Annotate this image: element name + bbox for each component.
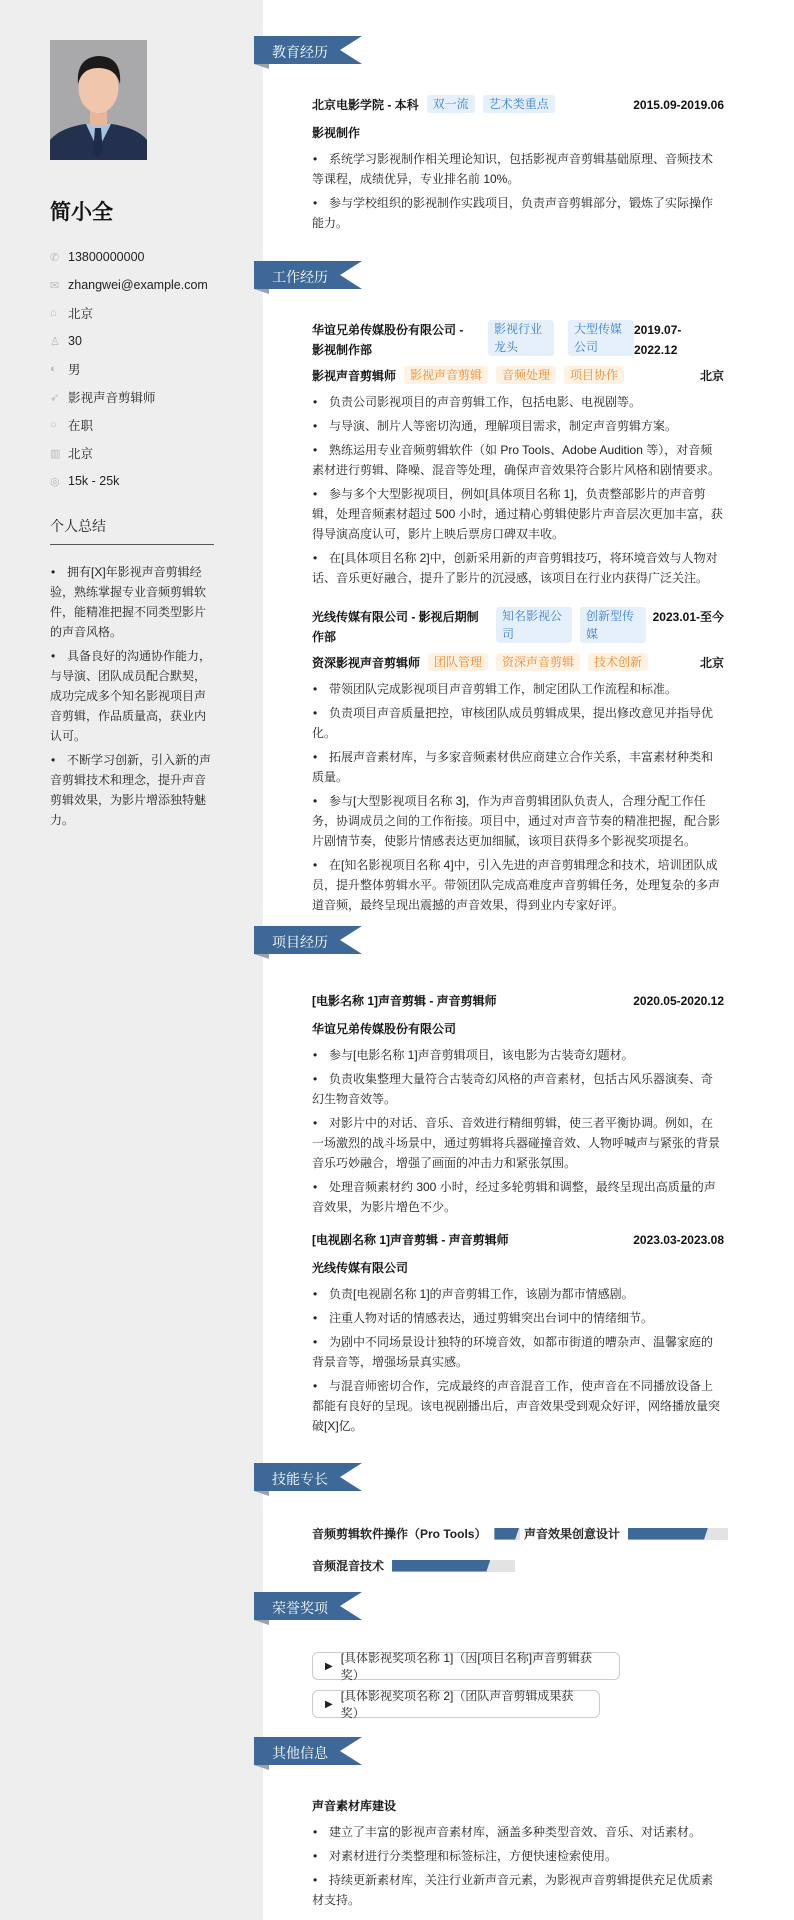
- work-city: 北京: [699, 369, 724, 383]
- contact-text: 北京: [68, 307, 94, 321]
- section-ribbon-skills: [254, 1463, 364, 1497]
- contact-target-city: [50, 439, 208, 467]
- project-bullet: • 对影片中的对话、音乐、音效进行精细剪辑，使三者平衡协调。例如，在一场激烈的战斗场景中，通过剪辑将兵器碰撞音效、人物呼喊声与紧张的背景音乐巧妙融合，增强了画面的冲击力和紧张氛围。: [312, 1113, 724, 1173]
- contact-text: 30: [68, 334, 82, 348]
- work-bullet: • 与导演、制片人等密切沟通，理解项目需求，制定声音剪辑方案。: [312, 416, 724, 436]
- company-name: 光线传媒有限公司 - 影视后期制作部: [312, 610, 479, 644]
- school-tag: 双一流: [427, 95, 475, 113]
- contact-position: [50, 383, 208, 411]
- contact-text: 影视声音剪辑师: [68, 391, 156, 405]
- award-text: [具体影视奖项名称 1]（因[项目名称]声音剪辑获奖）: [340, 1651, 593, 1682]
- award-text: [具体影视奖项名称 2]（团队声音剪辑成果获奖）: [340, 1689, 574, 1720]
- project-bullet: • 为剧中不同场景设计独特的环境音效，如都市街道的嘈杂声、温馨家庭的背景音等，增强场景真实感。: [312, 1332, 724, 1372]
- summary-list: [50, 562, 212, 834]
- work-bullet: • 在[具体项目名称 2]中，创新采用新的声音剪辑技巧，将环境音效与人物对话、音乐更好融合，提升了影片的沉浸感，该项目在行业内获得广泛关注。: [312, 548, 724, 588]
- status-icon: ○: [50, 419, 57, 431]
- summary-item: • 拥有[X]年影视声音剪辑经验，熟练掌握专业音频剪辑软件，能精准把握不同类型影片的声音风格。: [50, 562, 212, 642]
- skill-level-bar: [392, 1560, 515, 1572]
- company-tag: 大型传媒公司: [568, 320, 634, 356]
- skill-item: [524, 1525, 728, 1542]
- skill-tag: 项目协作: [564, 366, 624, 384]
- work-bullet: • 熟练运用专业音频剪辑软件（如 Pro Tools、Adobe Audition 等），对音频素材进行剪辑、降噪、混音等处理，确保声音效果符合影片风格和剧情要求。: [312, 440, 724, 480]
- profile-photo: [50, 40, 147, 160]
- work-bullet: • 在[知名影视项目名称 4]中，引入先进的声音剪辑理念和技术，培训团队成员，提升整体剪辑水平。带领团队完成高难度声音剪辑任务，处理复杂的多声道音频，最终呈现出震撼的声音效果，得到业内专家好评。: [312, 855, 724, 915]
- section-ribbon-awards: [254, 1592, 364, 1626]
- project-date: 2023.03-2023.08: [633, 1233, 724, 1247]
- contact-status: [50, 411, 208, 439]
- contact-phone: [50, 243, 208, 271]
- section-title: 教育经历: [272, 44, 328, 60]
- section-title: 工作经历: [272, 269, 328, 285]
- skill-name: 音频混音技术: [312, 1559, 385, 1573]
- section-ribbon-education: [254, 36, 364, 70]
- school-tag: 艺术类重点: [483, 95, 555, 113]
- other-bullet: • 持续更新素材库，关注行业新声音元素，为影视声音剪辑提供充足优质素材支持。: [312, 1870, 724, 1910]
- work-date: 2019.07-2022.12: [634, 323, 682, 357]
- work-bullet: • 拓展声音素材库，与多家音频素材供应商建立合作关系，丰富素材种类和质量。: [312, 747, 724, 787]
- job-role: 资深影视声音剪辑师: [312, 656, 421, 670]
- expand-triangle-icon: ▶: [325, 1660, 333, 1672]
- skill-level-bar: [628, 1528, 728, 1540]
- age-icon: ♙: [50, 335, 60, 348]
- mail-icon: ✉: [50, 279, 60, 292]
- candidate-name: 简小全: [50, 201, 113, 224]
- work-bullet: • 负责项目声音质量把控，审核团队成员剪辑成果，提出修改意见并指导优化。: [312, 703, 724, 743]
- work-bullet: • 参与[大型影视项目名称 3]，作为声音剪辑团队负责人，合理分配工作任务，协调成员之间的工作衔接。项目中，通过对声音节奏的精准把握，配合影片剧情节奏，使影片情感表达更加细腻，该项目获得多个影视奖项提名。: [312, 791, 724, 851]
- work-city: 北京: [699, 656, 724, 670]
- project-company: 华谊兄弟传媒股份有限公司: [312, 1022, 457, 1036]
- award-item[interactable]: [312, 1690, 600, 1718]
- building-icon: ▥: [50, 447, 61, 460]
- work-bullet: • 参与多个大型影视项目，例如[具体项目名称 1]，负责整部影片的声音剪辑，处理音频素材超过 500 小时，通过精心剪辑使影片声音层次更加丰富，获得导演高度认可，影片上映后票房口碑双丰收。: [312, 484, 724, 544]
- summary-item: • 不断学习创新，引入新的声音剪辑技术和理念，提升声音剪辑效果，为影片增添独特魅力。: [50, 750, 212, 830]
- summary-heading: 个人总结: [50, 516, 214, 545]
- section-title: 荣誉奖项: [272, 1600, 328, 1616]
- gender-icon: ◐: [50, 363, 57, 375]
- contact-list: [50, 243, 208, 495]
- project-title: [电视剧名称 1]声音剪辑 - 声音剪辑师: [312, 1233, 509, 1247]
- other-bullet: • 对素材进行分类整理和标签标注，方便快速检索使用。: [312, 1846, 724, 1866]
- project-bullet: • 处理音频素材约 300 小时，经过多轮剪辑和调整，最终呈现出高质量的声音效果，为影片增色不少。: [312, 1177, 724, 1217]
- award-item[interactable]: [312, 1652, 620, 1680]
- salary-icon: ◎: [50, 475, 60, 488]
- skill-name: 声音效果创意设计: [524, 1527, 621, 1541]
- contact-text: 15k - 25k: [68, 474, 120, 488]
- work-date: 2023.01-至今: [652, 610, 724, 624]
- contact-text: zhangwei@example.com: [68, 278, 208, 292]
- skill-level-fill: [494, 1528, 519, 1540]
- section-ribbon-work: [254, 261, 364, 295]
- job-role: 影视声音剪辑师: [312, 369, 397, 383]
- contact-gender: [50, 355, 208, 383]
- home-icon: ⌂: [50, 307, 57, 319]
- project-bullet: • 与混音师密切合作，完成最终的声音混音工作，使声音在不同播放设备上都能有良好的呈现。该电视剧播出后，声音效果受到观众好评，网络播放量突破[X]亿。: [312, 1376, 724, 1436]
- company-name: 华谊兄弟传媒股份有限公司 - 影视制作部: [312, 323, 464, 357]
- project-bullet: • 注重人物对话的情感表达，通过剪辑突出台词中的情绪细节。: [312, 1308, 724, 1328]
- project-title: [电影名称 1]声音剪辑 - 声音剪辑师: [312, 994, 497, 1008]
- work-entry: [312, 607, 724, 919]
- education-date: 2015.09-2019.06: [633, 98, 724, 112]
- expand-triangle-icon: ▶: [325, 1698, 333, 1710]
- major: 影视制作: [312, 126, 361, 140]
- skill-tag: 团队管理: [428, 653, 488, 671]
- contact-text: 男: [68, 363, 81, 377]
- section-title: 技能专长: [272, 1471, 328, 1487]
- work-bullet: • 负责公司影视项目的声音剪辑工作，包括电影、电视剧等。: [312, 392, 724, 412]
- section-ribbon-other: [254, 1737, 364, 1771]
- education-bullet: • 参与学校组织的影视制作实践项目，负责声音剪辑部分，锻炼了实际操作能力。: [312, 193, 724, 233]
- project-entry: [312, 1230, 724, 1440]
- contact-email: [50, 271, 208, 299]
- summary-item: • 具备良好的沟通协作能力，与导演、团队成员配合默契，成功完成多个知名影视项目声音剪辑，作品质量高，获业内认可。: [50, 646, 212, 746]
- sidebar: [0, 0, 263, 1920]
- project-bullet: • 负责收集整理大量符合古装奇幻风格的声音素材，包括古风乐器演奏、奇幻生物音效等。: [312, 1069, 724, 1109]
- contact-text: 在职: [68, 419, 94, 433]
- education-entry: [312, 95, 724, 237]
- skill-level-fill: [392, 1560, 490, 1572]
- project-company: 光线传媒有限公司: [312, 1261, 409, 1275]
- skill-item: [312, 1525, 520, 1542]
- work-entry: [312, 320, 724, 592]
- work-bullet: • 带领团队完成影视项目声音剪辑工作，制定团队工作流程和标准。: [312, 679, 724, 699]
- contact-age: [50, 327, 208, 355]
- company-tag: 知名影视公司: [496, 607, 572, 643]
- contact-text: 13800000000: [68, 250, 145, 264]
- skill-level-fill: [628, 1528, 708, 1540]
- section-title: 其他信息: [272, 1745, 328, 1761]
- other-bullet: • 建立了丰富的影视声音素材库，涵盖多种类型音效、音乐、对话素材。: [312, 1822, 724, 1842]
- project-date: 2020.05-2020.12: [633, 994, 724, 1008]
- contact-salary: [50, 467, 208, 495]
- skill-name: 音频剪辑软件操作（Pro Tools）: [312, 1527, 487, 1541]
- company-tag: 影视行业龙头: [488, 320, 554, 356]
- project-entry: [312, 991, 724, 1221]
- send-icon: ➶: [50, 391, 60, 404]
- school-name: 北京电影学院 - 本科: [312, 98, 419, 112]
- skill-level-bar: [494, 1528, 520, 1540]
- other-title: 声音素材库建设: [312, 1799, 397, 1813]
- phone-icon: ✆: [50, 251, 60, 264]
- contact-location: [50, 299, 208, 327]
- section-title: 项目经历: [272, 934, 328, 950]
- skill-tag: 资深声音剪辑: [496, 653, 580, 671]
- project-bullet: • 负责[电视剧名称 1]的声音剪辑工作，该剧为都市情感剧。: [312, 1284, 724, 1304]
- skill-tag: 音频处理: [496, 366, 556, 384]
- education-bullet: • 系统学习影视制作相关理论知识，包括影视声音剪辑基础原理、音频技术等课程，成绩优异，专业排名前 10%。: [312, 149, 724, 189]
- other-entry: [312, 1788, 724, 1914]
- project-bullet: • 参与[电影名称 1]声音剪辑项目，该电影为古装奇幻题材。: [312, 1045, 724, 1065]
- skill-tag: 技术创新: [588, 653, 648, 671]
- contact-text: 北京: [68, 447, 94, 461]
- section-ribbon-project: [254, 926, 364, 960]
- skill-item: [312, 1557, 515, 1574]
- company-tag: 创新型传媒: [580, 607, 646, 643]
- skill-tag: 影视声音剪辑: [404, 366, 488, 384]
